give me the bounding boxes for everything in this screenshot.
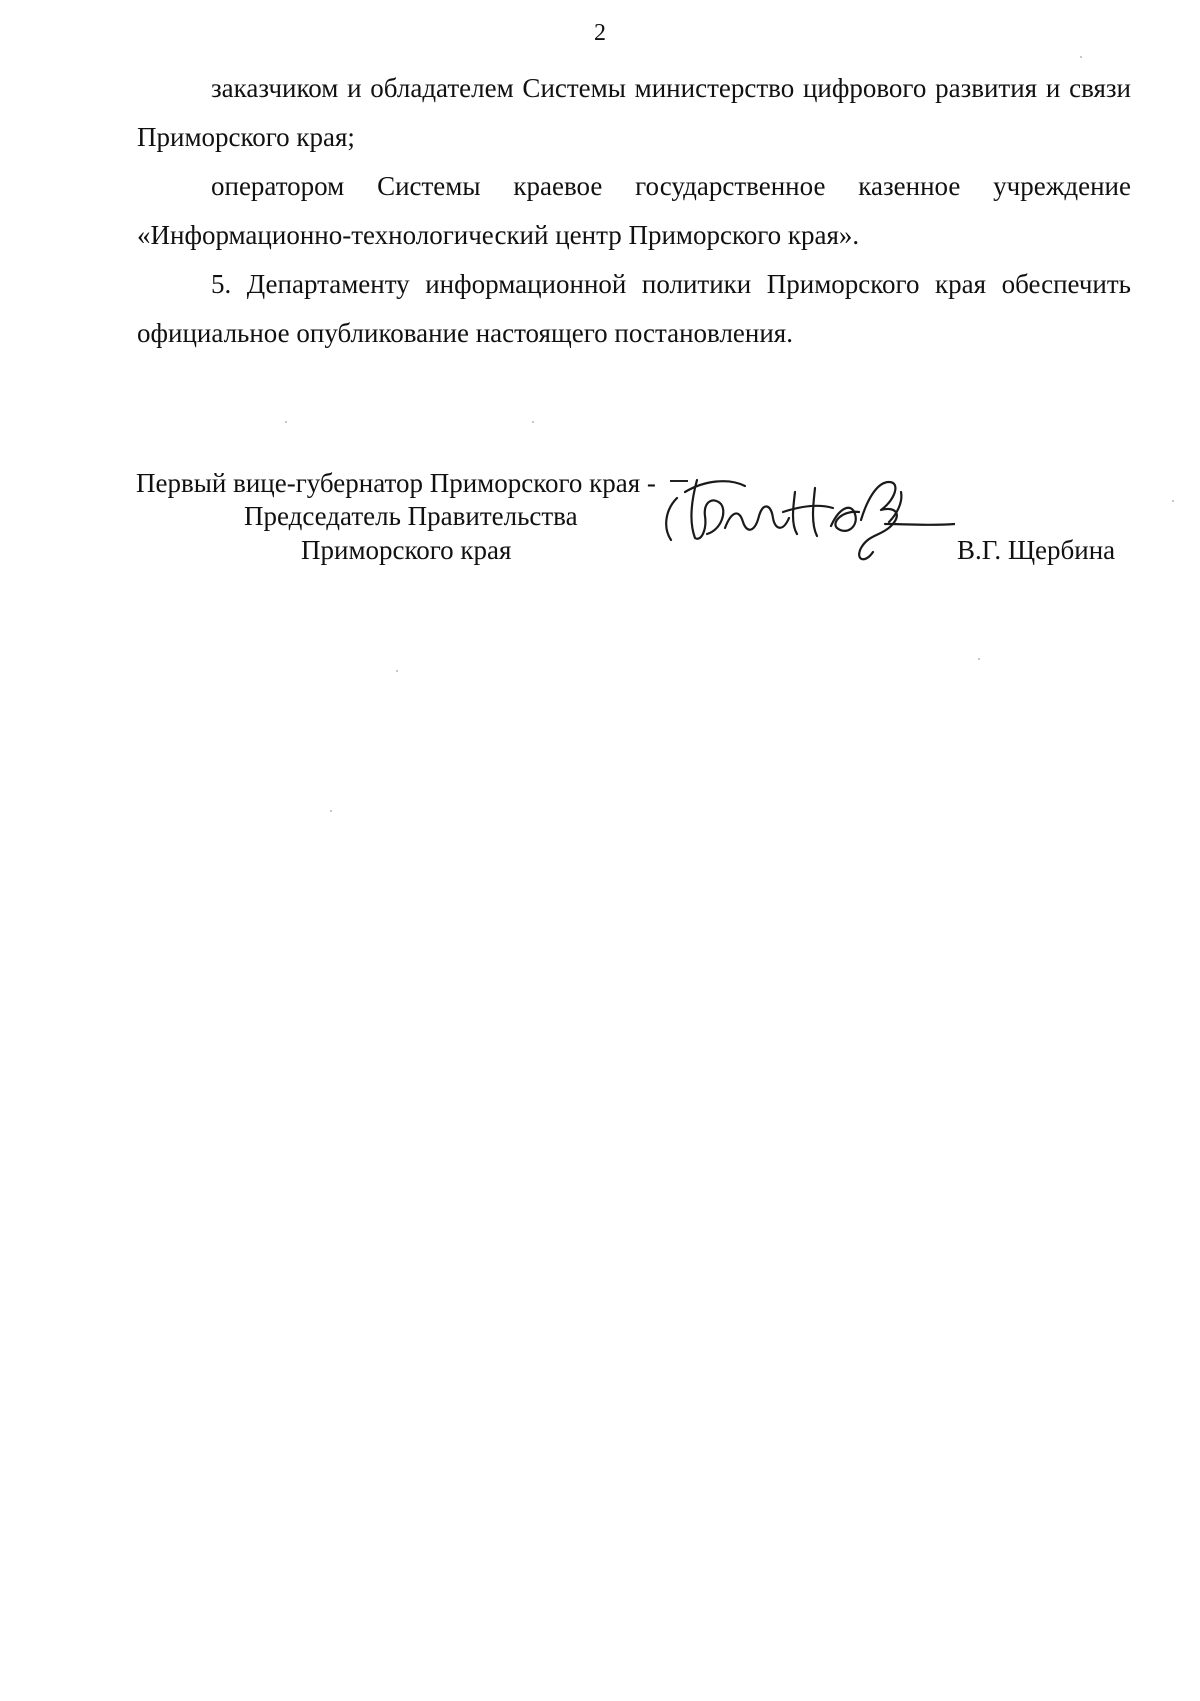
paragraph-customer: заказчиком и обладателем Системы министерство цифрового развития и связи Приморского края; [137,73,1131,152]
scan-speck [1080,56,1082,58]
scan-speck [532,421,534,423]
scan-speck [396,670,398,672]
page-number: 2 [594,20,606,46]
paragraph-publication: 5. Департаменту информационной политики Приморского края обеспечить официальное опубликование настоящего постановления. [137,269,1131,348]
signatory-title-line-3: Приморского края [301,535,512,565]
signature-dash [670,480,688,482]
paragraph-operator: оператором Системы краевое государственное казенное учреждение «Информационно-технологический центр Приморского края». [137,171,1131,250]
signatory-title-line-1: Первый вице-губернатор Приморского края - [136,468,656,498]
document-body [137,64,1131,358]
scan-speck [330,810,332,812]
scan-speck [1172,500,1174,502]
scan-speck [285,421,287,423]
handwritten-signature [655,452,955,582]
scan-speck [978,658,980,660]
signatory-title-line-2: Председатель Правительства [244,501,578,531]
signer-name: В.Г. Щербина [957,535,1116,565]
